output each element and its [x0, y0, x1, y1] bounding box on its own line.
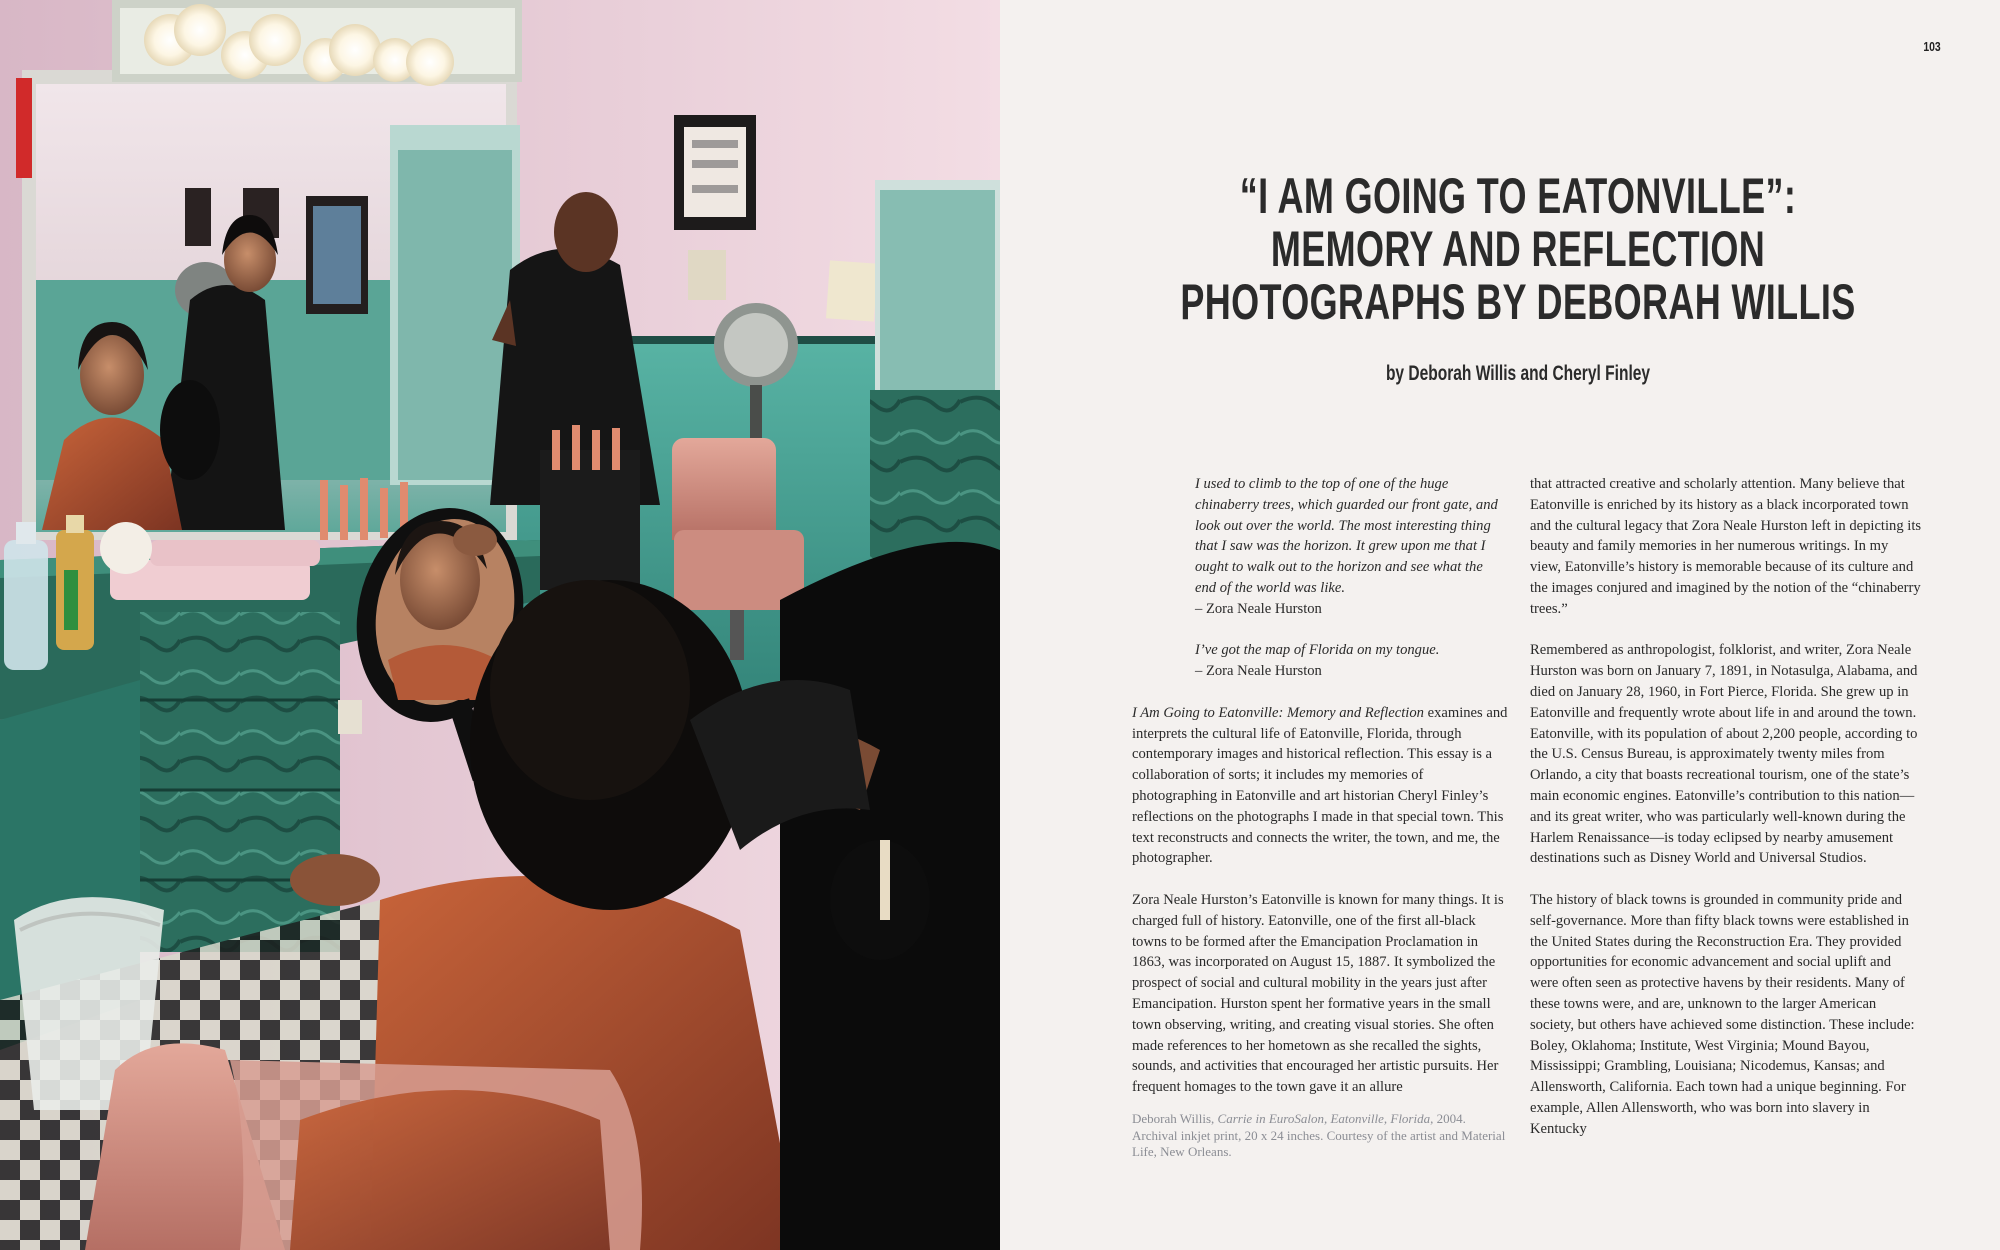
essay-title	[1000, 170, 2000, 329]
page-number: 103	[1923, 39, 1941, 54]
title-line-2: MEMORY AND REFLECTION	[1270, 221, 1766, 277]
text-column-right	[1530, 474, 1922, 1140]
byline: by Deborah Willis and Cheryl Finley	[1385, 362, 1651, 385]
epigraph-1	[1195, 474, 1505, 620]
title-line-3: PHOTOGRAPHS BY DEBORAH WILLIS	[1180, 274, 1856, 330]
essay-page	[1000, 0, 2000, 1250]
photo-caption: Deborah Willis, Carrie in EuroSalon, Eatonville, Florida, 2004. Archival inkjet print, 20 x 24 inches. Courtesy of the artist and Material Life, New Orleans.	[1132, 1111, 1506, 1159]
epigraph-quote: I’ve got the map of Florida on my tongue.	[1195, 642, 1440, 659]
body-paragraph-4: Remembered as anthropologist, folklorist, and writer, Zora Neale Hurston was born on January 7, 1891, in Notasulga, Alabama, and died on January 28, 1960, in Fort Pierce, Florida. She grew up in Eatonville and frequently wrote about life in and around the town. Eatonville, with its population of about 2,200 people, according to the U.S. Census Bureau, is approximately twenty miles from Orlando, a city that boasts recreational tourism, one of the state’s main economic engines. Eatonville’s contribution to this nation—and its great writer, who was particularly well-known during the Harlem Renaissance—is today eclipsed by nearby amusement destinations such as Disney World and Universal Studios.	[1530, 642, 1918, 867]
epigraph-quote: I used to climb to the top of one of the huge chinaberry trees, which guarded our front gate, and look out over the world. The most interesting thing that I saw was the horizon. It grew upon me that I ought to walk out to the horizon and see what the end of the world was like.	[1195, 476, 1498, 596]
body-paragraph-1: I Am Going to Eatonville: Memory and Reflection examines and interprets the cultural life of Eatonville, Florida, through contemporary images and historical reflection. This essay is a collaboration of sorts; it includes my memories of photographing in Eatonville and art historian Cheryl Finley’s reflections on the photographs I made in that special town. This text reconstructs and connects the writer, the town, and me, the photographer.	[1132, 704, 1508, 867]
artwork-title: Carrie in EuroSalon, Eatonville, Florida	[1217, 1111, 1431, 1126]
epigraph-2	[1195, 640, 1505, 682]
epigraph-attribution: – Zora Neale Hurston	[1195, 663, 1322, 680]
body-paragraph-2: Zora Neale Hurston’s Eatonville is known for many things. It is charged full of history. Eatonville, one of the first all-black towns to be formed after the Emancipation Proclamation in 1863, was incorporated on August 15, 1887. It symbolized the prospect of social and cultural mobility in the years just after Emancipation. Hurston spent her formative years in the small town observing, writing, and creating visual stories. She often made references to her hometown as she recalled the sights, sounds, and activities that encouraged her artistic pursuits. Her frequent homages to the town gave it an allure	[1132, 891, 1504, 1096]
body-paragraph-5: The history of black towns is grounded in community pride and self-governance. More than fifty black towns were established in the United States during the Reconstruction Era. They provided opportunities for economic advancement and social uplift and were often seen as protective havens by their residents. Many of these towns were, and are, unknown to the larger American society, but others have achieved some distinction. These include: Boley, Oklahoma; Institute, West Virginia; Mound Bayou, Mississippi; Grambling, Louisiana; Nicodemus, Kansas; and Allensworth, California. Each town had a unique beginning. For example, Allen Allensworth, who was born into slavery in Kentucky	[1530, 891, 1915, 1137]
book-title: I Am Going to Eatonville: Memory and Reflection	[1132, 704, 1424, 721]
body-paragraph-3: that attracted creative and scholarly attention. Many believe that Eatonville is enriched by its history as a black incorporated town and the cultural legacy that Zora Neale Hurston left in depicting its beauty and family memories in her numerous writings. In my view, Eatonville’s history is memorable because of its culture and the images conjured and imagined by the notion of the “chinaberry trees.”	[1530, 476, 1922, 617]
title-line-1: “I AM GOING TO EATONVILLE”:	[1239, 168, 1797, 224]
text-column-left	[1132, 474, 1512, 1098]
epigraph-attribution: – Zora Neale Hurston	[1195, 600, 1322, 617]
